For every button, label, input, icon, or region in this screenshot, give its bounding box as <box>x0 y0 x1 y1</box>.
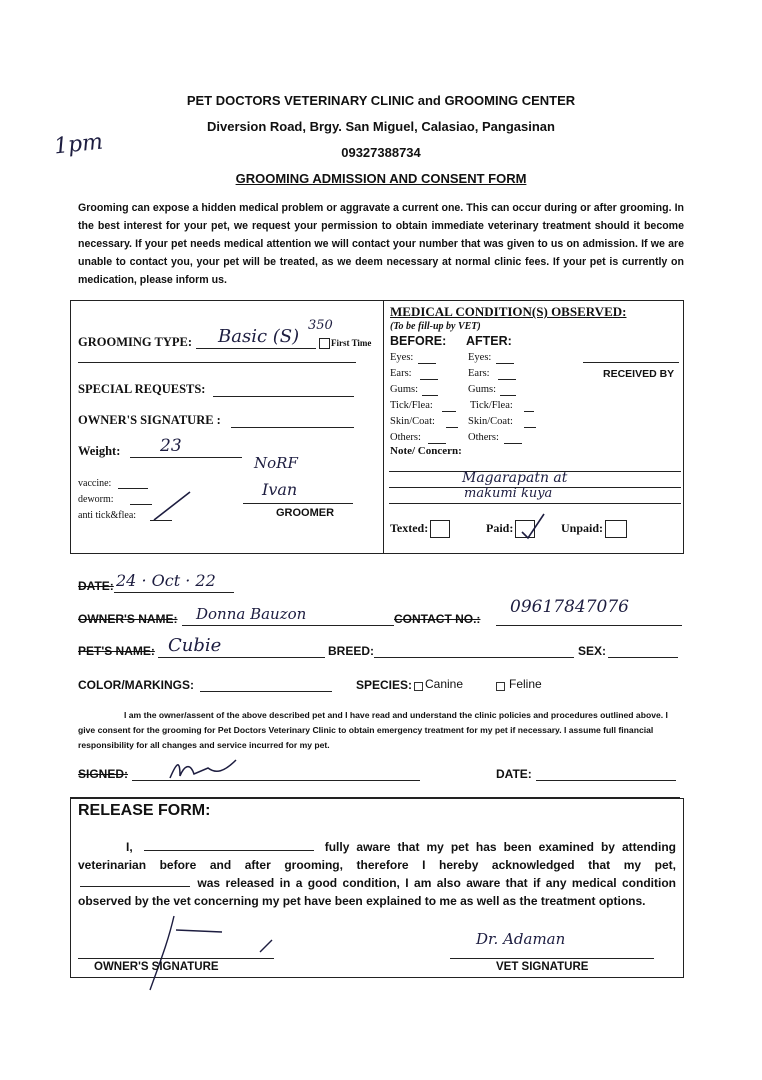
before-item: Tick/Flea: <box>390 400 433 411</box>
note-label: Note/ Concern: <box>390 445 462 457</box>
before-field[interactable] <box>442 411 456 412</box>
deworm-field[interactable] <box>130 504 152 505</box>
before-item: Skin/Coat: <box>390 416 435 427</box>
color-label: COLOR/MARKINGS: <box>78 678 194 692</box>
groomer-note: NoRF <box>254 454 298 472</box>
box-divider <box>383 300 384 554</box>
species-label: SPECIES: <box>356 678 413 692</box>
texted-option[interactable] <box>390 520 450 538</box>
before-field[interactable] <box>418 363 436 364</box>
intro-paragraph: Grooming can expose a hidden medical problem or aggravate a current one. This can occur during or after grooming. In the best interest for your pet, we request your permission to obtain immediate veterinary treatment should it become necessary. If your pet needs medical attention we will contact your number that was given to us on admission. If we are unable to contact you, your pet will be treated, as we deem necessary at normal clinic fees. If your pet is currently on medication, please inform us. <box>78 202 684 286</box>
weight-label: Weight: <box>78 444 121 458</box>
note-value-1[interactable]: Magarapatn at <box>462 470 568 486</box>
after-label: AFTER: <box>466 334 512 348</box>
first-time-checkbox[interactable] <box>319 338 330 349</box>
check-mark-icon <box>150 488 195 524</box>
after-item: Ears: <box>468 368 490 379</box>
grooming-type-line-2 <box>78 362 356 363</box>
after-field[interactable] <box>524 427 536 428</box>
vet-signature-value: Dr. Adaman <box>476 930 566 948</box>
owner-name-line <box>182 625 394 626</box>
before-item: Others: <box>390 432 421 443</box>
release-text-3: was released in a good condition, I am also aware that if any medical condition observed by the vet concerning my pet have been explained to me as well as the treatment options. <box>78 876 676 908</box>
owner-signature-field[interactable] <box>231 427 354 428</box>
owner-signature-label: OWNER'S SIGNATURE : <box>78 413 221 427</box>
before-item: Eyes: <box>390 352 414 363</box>
unpaid-option[interactable] <box>561 520 627 538</box>
before-item: Gums: <box>390 384 419 395</box>
received-by-field[interactable] <box>583 362 679 363</box>
canine-label: Canine <box>425 677 464 691</box>
owner-sig-label: OWNER'S SIGNATURE <box>94 961 219 973</box>
groomer-line <box>243 503 353 504</box>
after-field[interactable] <box>498 379 516 380</box>
weight-value[interactable]: 23 <box>160 436 182 456</box>
after-item: Tick/Flea: <box>470 400 513 411</box>
special-requests-field[interactable] <box>213 396 354 397</box>
after-item: Eyes: <box>468 352 492 363</box>
vet-sig-line[interactable] <box>450 958 654 959</box>
owner-name-label: OWNER'S NAME: <box>78 612 178 626</box>
time-note: 1pm <box>52 129 105 160</box>
clinic-name: PET DOCTORS VETERINARY CLINIC and GROOMING CENTER <box>186 93 576 108</box>
contact-value[interactable]: 09617847076 <box>510 597 629 617</box>
owner-name-field[interactable] <box>144 838 314 851</box>
medical-subtitle: (To be fill-up by VET) <box>390 321 481 332</box>
vaccine-field[interactable] <box>118 488 148 489</box>
weight-line <box>130 457 242 458</box>
clinic-phone: 09327388734 <box>341 145 421 160</box>
release-text-2: fully aware that my pet has been examined by attending veterinarian before and after grooming, therefore I hereby acknowledged that my pet, <box>78 840 676 872</box>
pet-name-line <box>158 657 325 658</box>
release-text-1: I, <box>126 840 133 854</box>
texted-label: Texted: <box>390 520 429 535</box>
deworm-label: deworm: <box>78 494 114 505</box>
breed-label: BREED: <box>328 644 375 658</box>
grooming-type-line <box>196 348 316 349</box>
before-label: BEFORE: <box>390 334 447 348</box>
groomer-label: GROOMER <box>276 507 335 519</box>
received-by-label: RECEIVED BY <box>603 368 675 380</box>
after-field[interactable] <box>504 443 522 444</box>
paid-check-icon <box>518 512 546 540</box>
before-field[interactable] <box>420 379 438 380</box>
before-field[interactable] <box>428 443 446 444</box>
after-field[interactable] <box>524 411 534 412</box>
consent-date-label: DATE: <box>496 767 532 781</box>
release-title: RELEASE FORM: <box>78 802 211 819</box>
canine-checkbox[interactable] <box>414 682 423 691</box>
special-requests-label: SPECIAL REQUESTS: <box>78 382 206 396</box>
before-item: Ears: <box>390 368 412 379</box>
after-item: Others: <box>468 432 499 443</box>
paid-label: Paid: <box>486 520 514 535</box>
sex-label: SEX: <box>578 644 607 658</box>
pet-name-label: PET'S NAME: <box>78 644 155 658</box>
anti-tick-label: anti tick&flea: <box>78 510 137 521</box>
form-title: GROOMING ADMISSION AND CONSENT FORM <box>235 171 527 186</box>
after-item: Gums: <box>468 384 497 395</box>
note-value-2[interactable]: makumi kuya <box>464 486 553 501</box>
release-paragraph-body <box>78 838 676 910</box>
pet-name-field[interactable] <box>80 874 190 887</box>
groomer-name[interactable]: Ivan <box>262 480 298 499</box>
owner-signature-scribble-icon <box>166 754 246 784</box>
grooming-type-label: GROOMING TYPE: <box>78 335 193 349</box>
owner-name-value[interactable]: Donna Bauzon <box>196 605 307 623</box>
contact-line <box>496 625 682 626</box>
before-field[interactable] <box>446 427 458 428</box>
before-field[interactable] <box>422 395 438 396</box>
contact-label: CONTACT NO.: <box>394 612 481 626</box>
unpaid-checkbox[interactable] <box>605 520 627 538</box>
medical-title: MEDICAL CONDITION(S) OBSERVED: <box>390 304 627 319</box>
date-value[interactable]: 24 · Oct · 22 <box>116 571 216 590</box>
color-field[interactable] <box>200 691 332 692</box>
after-field[interactable] <box>500 395 516 396</box>
owner-sig-line[interactable] <box>78 958 274 959</box>
texted-checkbox[interactable] <box>430 520 450 538</box>
consent-text: I am the owner/assent of the above described pet and I have read and understand the clinic policies and procedures outlined above. I give consent for the grooming for Pet Doctors Veterinary Clinic to obtain emergency treatment for my pet if necessary. I assume full financial responsibility for all changes and service incurred for my pet. <box>78 710 668 750</box>
feline-label: Feline <box>509 677 542 691</box>
owner-signature-mark-icon <box>140 912 280 992</box>
clinic-address: Diversion Road, Brgy. San Miguel, Calasiao, Pangasinan <box>207 119 555 134</box>
feline-checkbox[interactable] <box>496 682 505 691</box>
date-line <box>114 592 234 593</box>
note-line-3 <box>389 503 681 504</box>
grooming-type-value[interactable]: Basic (S) <box>218 326 300 347</box>
first-time-label: First Time <box>331 338 372 348</box>
vaccine-label: vaccine: <box>78 478 112 489</box>
unpaid-label: Unpaid: <box>561 520 604 535</box>
consent-date-field[interactable] <box>536 780 676 781</box>
signed-label: SIGNED: <box>78 767 129 781</box>
pet-name-value[interactable]: Cubie <box>168 635 222 656</box>
sex-field[interactable] <box>608 657 678 658</box>
vet-sig-label: VET SIGNATURE <box>496 961 589 973</box>
grooming-price: 350 <box>308 318 333 333</box>
after-item: Skin/Coat: <box>468 416 513 427</box>
date-label: DATE: <box>78 579 114 593</box>
after-field[interactable] <box>496 363 514 364</box>
breed-field[interactable] <box>374 657 574 658</box>
release-paragraph <box>78 838 678 908</box>
